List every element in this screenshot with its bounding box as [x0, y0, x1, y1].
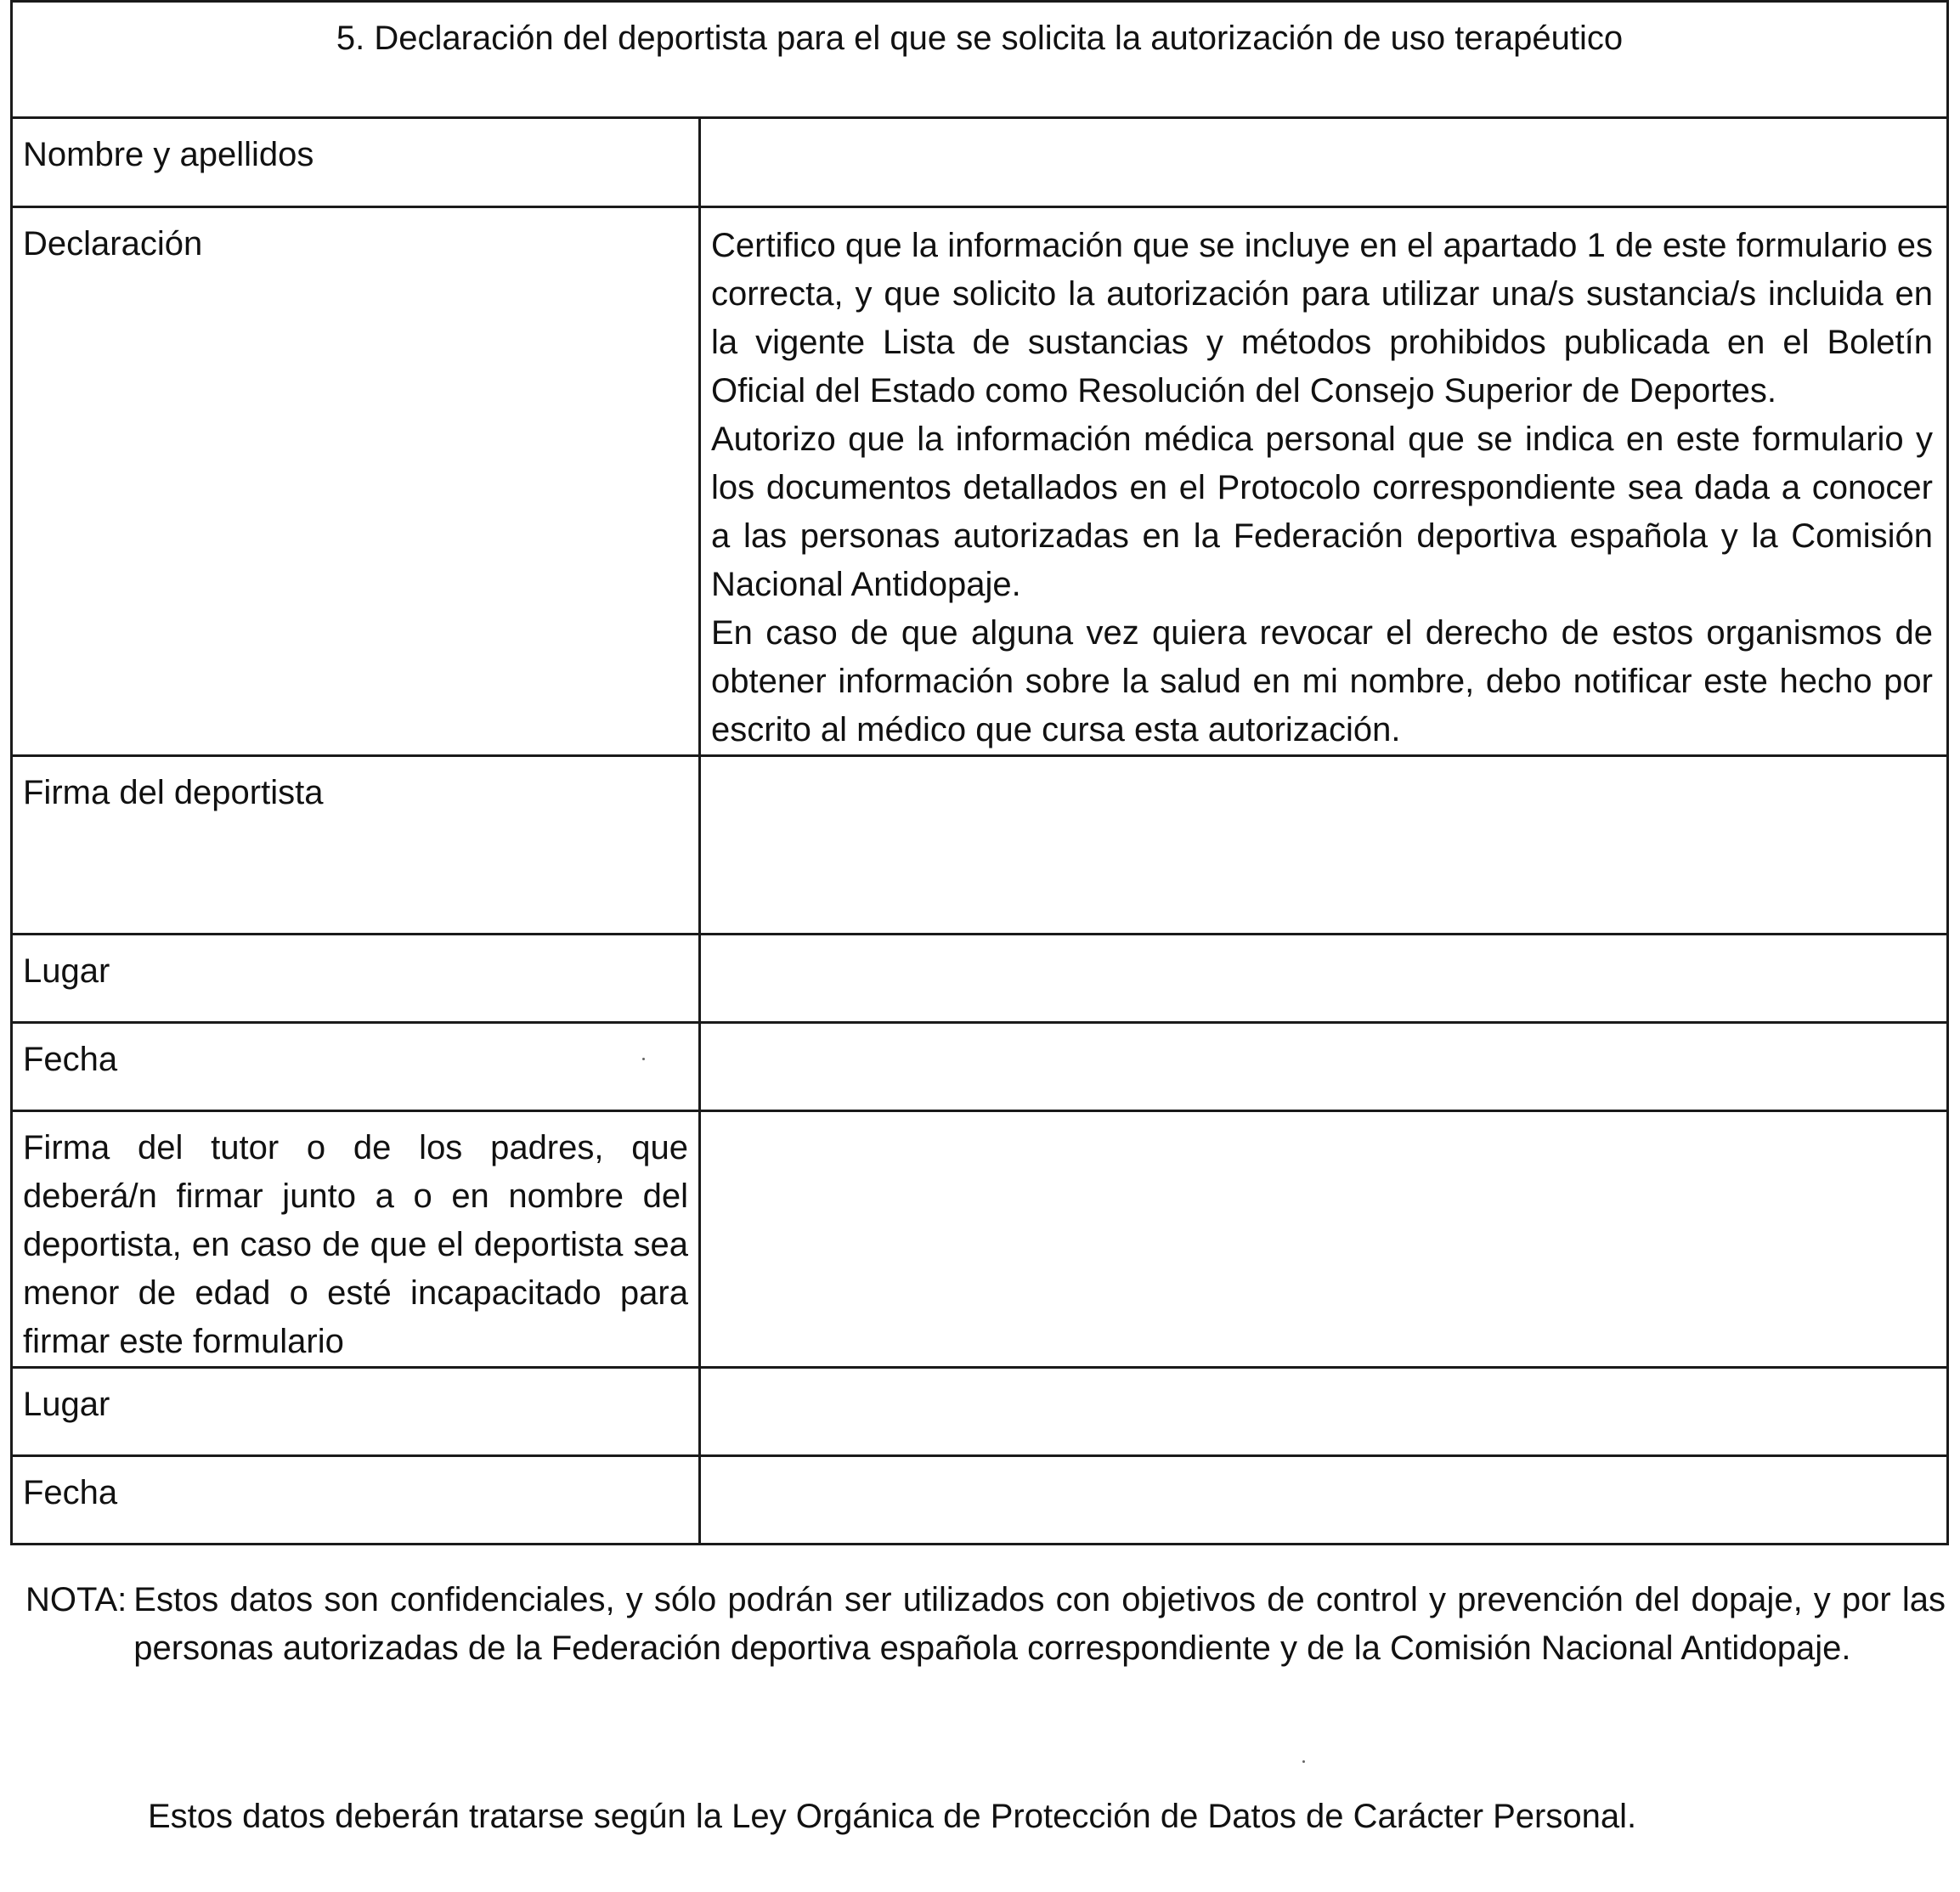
declaration-paragraph-revoke: En caso de que alguna vez quiera revocar el derecho de estos organismos de obtener información sobre la salud en mi nombre, debo notificar este hecho por escrito al médico que cursa esta autorización. [711, 614, 1933, 748]
place-field[interactable] [700, 935, 1948, 1023]
name-field[interactable] [700, 118, 1948, 207]
table-row [12, 1111, 1948, 1368]
athlete-signature-field[interactable] [700, 756, 1948, 935]
declaration-text [700, 207, 1948, 756]
scan-speck [1302, 1760, 1305, 1763]
guardian-signature-label: Firma del tutor o de los padres, que deberá/n firmar junto a o en nombre del deportista, en caso de que el deportista sea menor de edad o esté incapacitado para firmar este formulario [12, 1111, 700, 1368]
declaration-form-table [10, 0, 1949, 1545]
guardian-place-field[interactable] [700, 1368, 1948, 1456]
date-field[interactable] [700, 1023, 1948, 1111]
form-section-title: 5. Declaración del deportista para el que se solicita la autorización de uso terapéutico [12, 2, 1948, 118]
place-label: Lugar [12, 935, 700, 1023]
guardian-date-field[interactable] [700, 1456, 1948, 1545]
table-row [12, 935, 1948, 1023]
table-row [12, 756, 1948, 935]
athlete-signature-label: Firma del deportista [12, 756, 700, 935]
guardian-place-label: Lugar [12, 1368, 700, 1456]
data-protection-statement: Estos datos deberán tratarse según la Ley Orgánica de Protección de Datos de Carácter Personal. [148, 1798, 1637, 1835]
name-label: Nombre y apellidos [12, 118, 700, 207]
declaration-label: Declaración [12, 207, 700, 756]
guardian-date-label: Fecha [12, 1456, 700, 1545]
note-text: Estos datos son confidenciales, y sólo podrán ser utilizados con objetivos de control y prevención del dopaje, y por las personas autorizadas de la Federación deportiva española correspondiente y de la Comisión Nacional Antidopaje. [133, 1581, 1946, 1667]
declaration-paragraph-authorize: Autorizo que la información médica personal que se indica en este formulario y los documentos detallados en el Protocolo correspondiente sea dada a conocer a las personas autorizadas en la Federación deportiva española y la Comisión Nacional Antidopaje. [711, 421, 1933, 603]
scan-speck [642, 1058, 645, 1060]
confidentiality-note [25, 1576, 1946, 1673]
table-row [12, 207, 1948, 756]
table-row [12, 1368, 1948, 1456]
guardian-signature-field[interactable] [700, 1111, 1948, 1368]
table-row [12, 118, 1948, 207]
declaration-paragraph-certify: Certifico que la información que se incluye en el apartado 1 de este formulario es correcta, y que solicito la autorización para utilizar una/s sustancia/s incluida en la vigente Lista de sustancias y métodos prohibidos publicada en el Boletín Oficial del Estado como Resolución del Consejo Superior de Deportes. [711, 227, 1933, 409]
form-header-row [12, 2, 1948, 118]
date-label: Fecha [12, 1023, 700, 1111]
note-prefix: NOTA: [25, 1581, 127, 1618]
table-row [12, 1456, 1948, 1545]
table-row [12, 1023, 1948, 1111]
